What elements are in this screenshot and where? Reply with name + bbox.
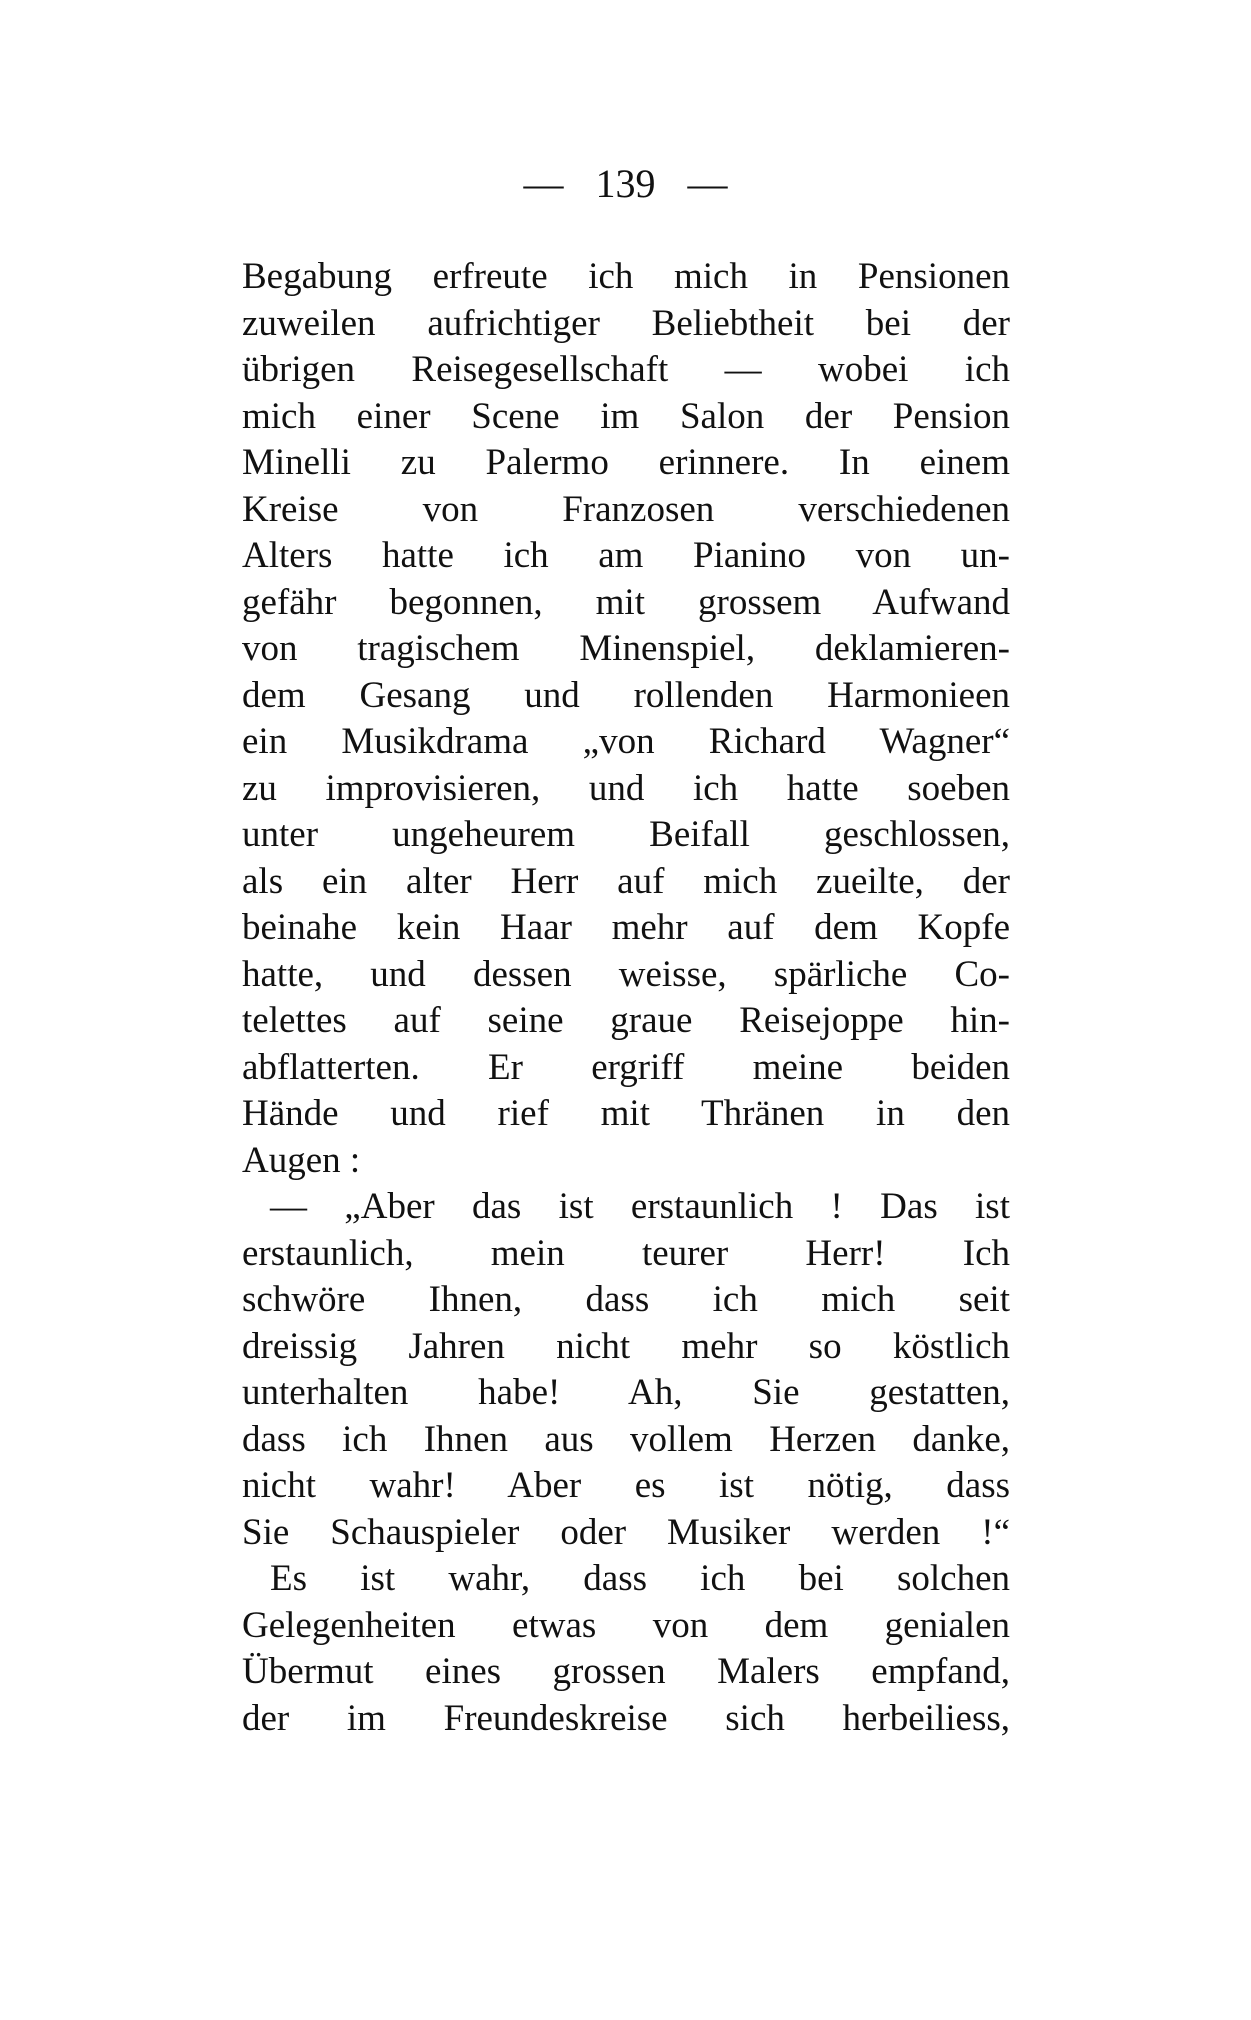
text-line: dreissig Jahren nicht mehr so köstlich — [242, 1325, 1010, 1367]
text-line: — „Aber das ist erstaunlich ! Das ist — [270, 1186, 1010, 1227]
text-line: zu improvisieren, und ich hatte soeben — [242, 767, 1010, 809]
text-line: nicht wahr! Aber es ist nötig, dass — [242, 1465, 1010, 1506]
text-line: als ein alter Herr auf mich zueilte, der — [242, 860, 1010, 902]
text-line: erstaunlich, mein teurer Herr! Ich — [242, 1232, 1010, 1274]
text-line: beinahe kein Haar mehr auf dem Kopfe — [242, 907, 1010, 948]
text-line: abflatterten. Er ergriff meine beiden — [242, 1046, 1010, 1088]
text-line: Hände und rief mit Thränen in den — [242, 1093, 1010, 1134]
text-line: Augen : — [242, 1139, 361, 1181]
text-line: Minelli zu Palermo erinnere. In einem — [242, 442, 1010, 483]
text-line: Sie Schauspieler oder Musiker werden !“ — [242, 1511, 1010, 1553]
text-line: telettes auf seine graue Reisejoppe hin- — [242, 1000, 1010, 1041]
text-line: Alters hatte ich am Pianino von un- — [242, 535, 1010, 576]
text-line: zuweilen aufrichtiger Beliebtheit bei der — [242, 302, 1010, 344]
text-line: unter ungeheurem Beifall geschlossen, — [242, 814, 1010, 855]
text-line: übrigen Reisegesellschaft — wobei ich — [242, 349, 1010, 390]
text-line: hatte, und dessen weisse, spärliche Co- — [242, 953, 1010, 995]
text-line: Begabung erfreute ich mich in Pensionen — [242, 256, 1010, 297]
text-line: Gelegenheiten etwas von dem genialen — [242, 1604, 1010, 1646]
page-number: — 139 — — [523, 161, 728, 206]
text-line: gefähr begonnen, mit grossem Aufwand — [242, 581, 1010, 623]
text-line: der im Freundeskreise sich herbeiliess, — [242, 1697, 1010, 1739]
text-line: Es ist wahr, dass ich bei solchen — [270, 1558, 1010, 1599]
text-line: Übermut eines grossen Malers empfand, — [242, 1651, 1010, 1692]
text-line: dem Gesang und rollenden Harmonieen — [242, 674, 1010, 716]
text-line: mich einer Scene im Salon der Pension — [242, 395, 1010, 437]
text-line: Kreise von Franzosen verschiedenen — [242, 488, 1010, 530]
text-line: unterhalten habe! Ah, Sie gestatten, — [242, 1372, 1010, 1413]
text-line: dass ich Ihnen aus vollem Herzen danke, — [242, 1418, 1010, 1460]
text-line: von tragischem Minenspiel, deklamieren- — [242, 628, 1010, 669]
text-line: ein Musikdrama „von Richard Wagner“ — [242, 721, 1010, 762]
text-line: schwöre Ihnen, dass ich mich seit — [242, 1279, 1010, 1320]
body-text — [242, 254, 1010, 1742]
